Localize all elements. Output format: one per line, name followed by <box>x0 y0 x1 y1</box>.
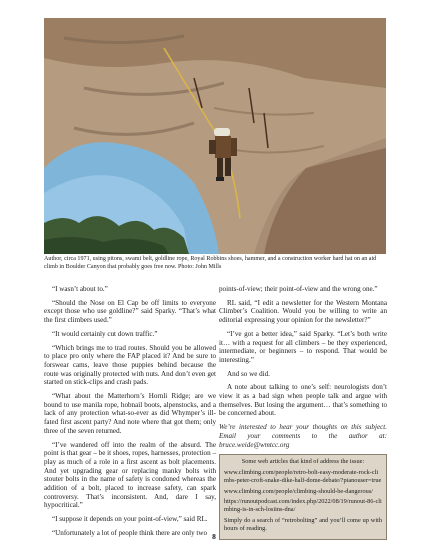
paragraph: “Which brings me to trad routes. Should you be allowed to place pro only where the FAP placed it? And be sure to forswear cams, leave those puppies behind because the route was originally protected with nuts. And don’t even get started on stick-clips and crash pads. <box>44 343 216 387</box>
paragraph: And so we did. <box>227 369 270 378</box>
paragraph: A note about talking to one’s self: neurologists don’t view it as a bad sign when people talk and argue with themselves. But losing the argument… that’s something to be concerned about. <box>219 383 387 418</box>
climber-photo-image <box>44 18 386 254</box>
paragraph: “What about the Matterhorn’s Hornli Ridge; are we bound to use manila rope, hobnail boots, alpenstocks, and a lack of any protection what-so-ever as did Whymper’s ill-fated first ascent party? And note where that got them; only three of the seven returned. <box>44 392 216 435</box>
author-contact-note: We’re interested to hear your thoughts on this subject. Email your comments to the author at: bruce.weide@wmtcc.org <box>219 423 387 449</box>
article-link[interactable]: https://runoutpodcast.com/index.php/2022/08/19/runout-86-climbing-is-in-sch-losiins-dna/ <box>224 498 382 514</box>
climber-photo <box>44 18 386 254</box>
article-link[interactable]: www.climbing.com/people/climbing-should-be-dangerous/ <box>224 487 373 495</box>
web-articles-box <box>219 454 387 539</box>
paragraph: “It would certainly cut down traffic.” <box>52 329 158 338</box>
right-column <box>219 285 387 540</box>
photo-caption: Author, circa 1971, using pitons, swami belt, goldline rope, Royal Robbins shoes, hammer, and a construction worker hard hat on an aid climb in Boulder Canyon that probably goes free now. Photo: John Mills <box>44 256 377 270</box>
paragraph: “I’ve got a better idea,” said Sparky. “Let’s both write it… with a request for all climbers – be they experienced, intermediate, or beginners – to respond. That would be interesting.” <box>219 329 387 364</box>
paragraph: “Should the Nose on El Cap be off limits to everyone except those who use goldline?” said Sparky. “That’s what the first climbers used.” <box>44 298 216 325</box>
page-number: 8 <box>212 532 216 541</box>
box-title: Some web articles that kind of address the issue: <box>241 458 365 466</box>
paragraph: “I wasn’t about to.” <box>52 285 108 293</box>
paragraph: “I suppose it depends on your point-of-view,” said RL. <box>52 515 208 524</box>
paragraph: “Unfortunately a lot of people think there are only two <box>52 528 208 537</box>
paragraph: RL said, “I edit a newsletter for the Western Montana Climber’s Coalition. Would you be willing to write an editorial expressing your opinion for the newsletter?” <box>219 298 387 325</box>
left-column <box>44 285 216 543</box>
paragraph-continuation: points-of-view; their point-of-view and the wrong one.” <box>219 285 378 293</box>
article-link[interactable]: www.climbing.com/people/retro-bolt-easy-moderate-rock-climbs-peter-croft-snake-dike-half-dome-debate/?pianouser=true <box>224 469 382 484</box>
search-suggestion: Simply do a search of “retrobolting” and you’ll come up with hours of reading. <box>224 517 382 532</box>
paragraph: “I’ve wandered off into the realm of the absurd. The point is that gear – be it shoes, ropes, harnesses, protection – play as much of a role in a first ascent as bolt placements. And yet upgrading gear or replacing manky bolts with stouter bolts in the name of safety is condoned whereas the addition of a bolt, placed to increase safety, can spark controversy. That’s inconsistent. And, dare I say, hypocritical.” <box>44 440 216 510</box>
